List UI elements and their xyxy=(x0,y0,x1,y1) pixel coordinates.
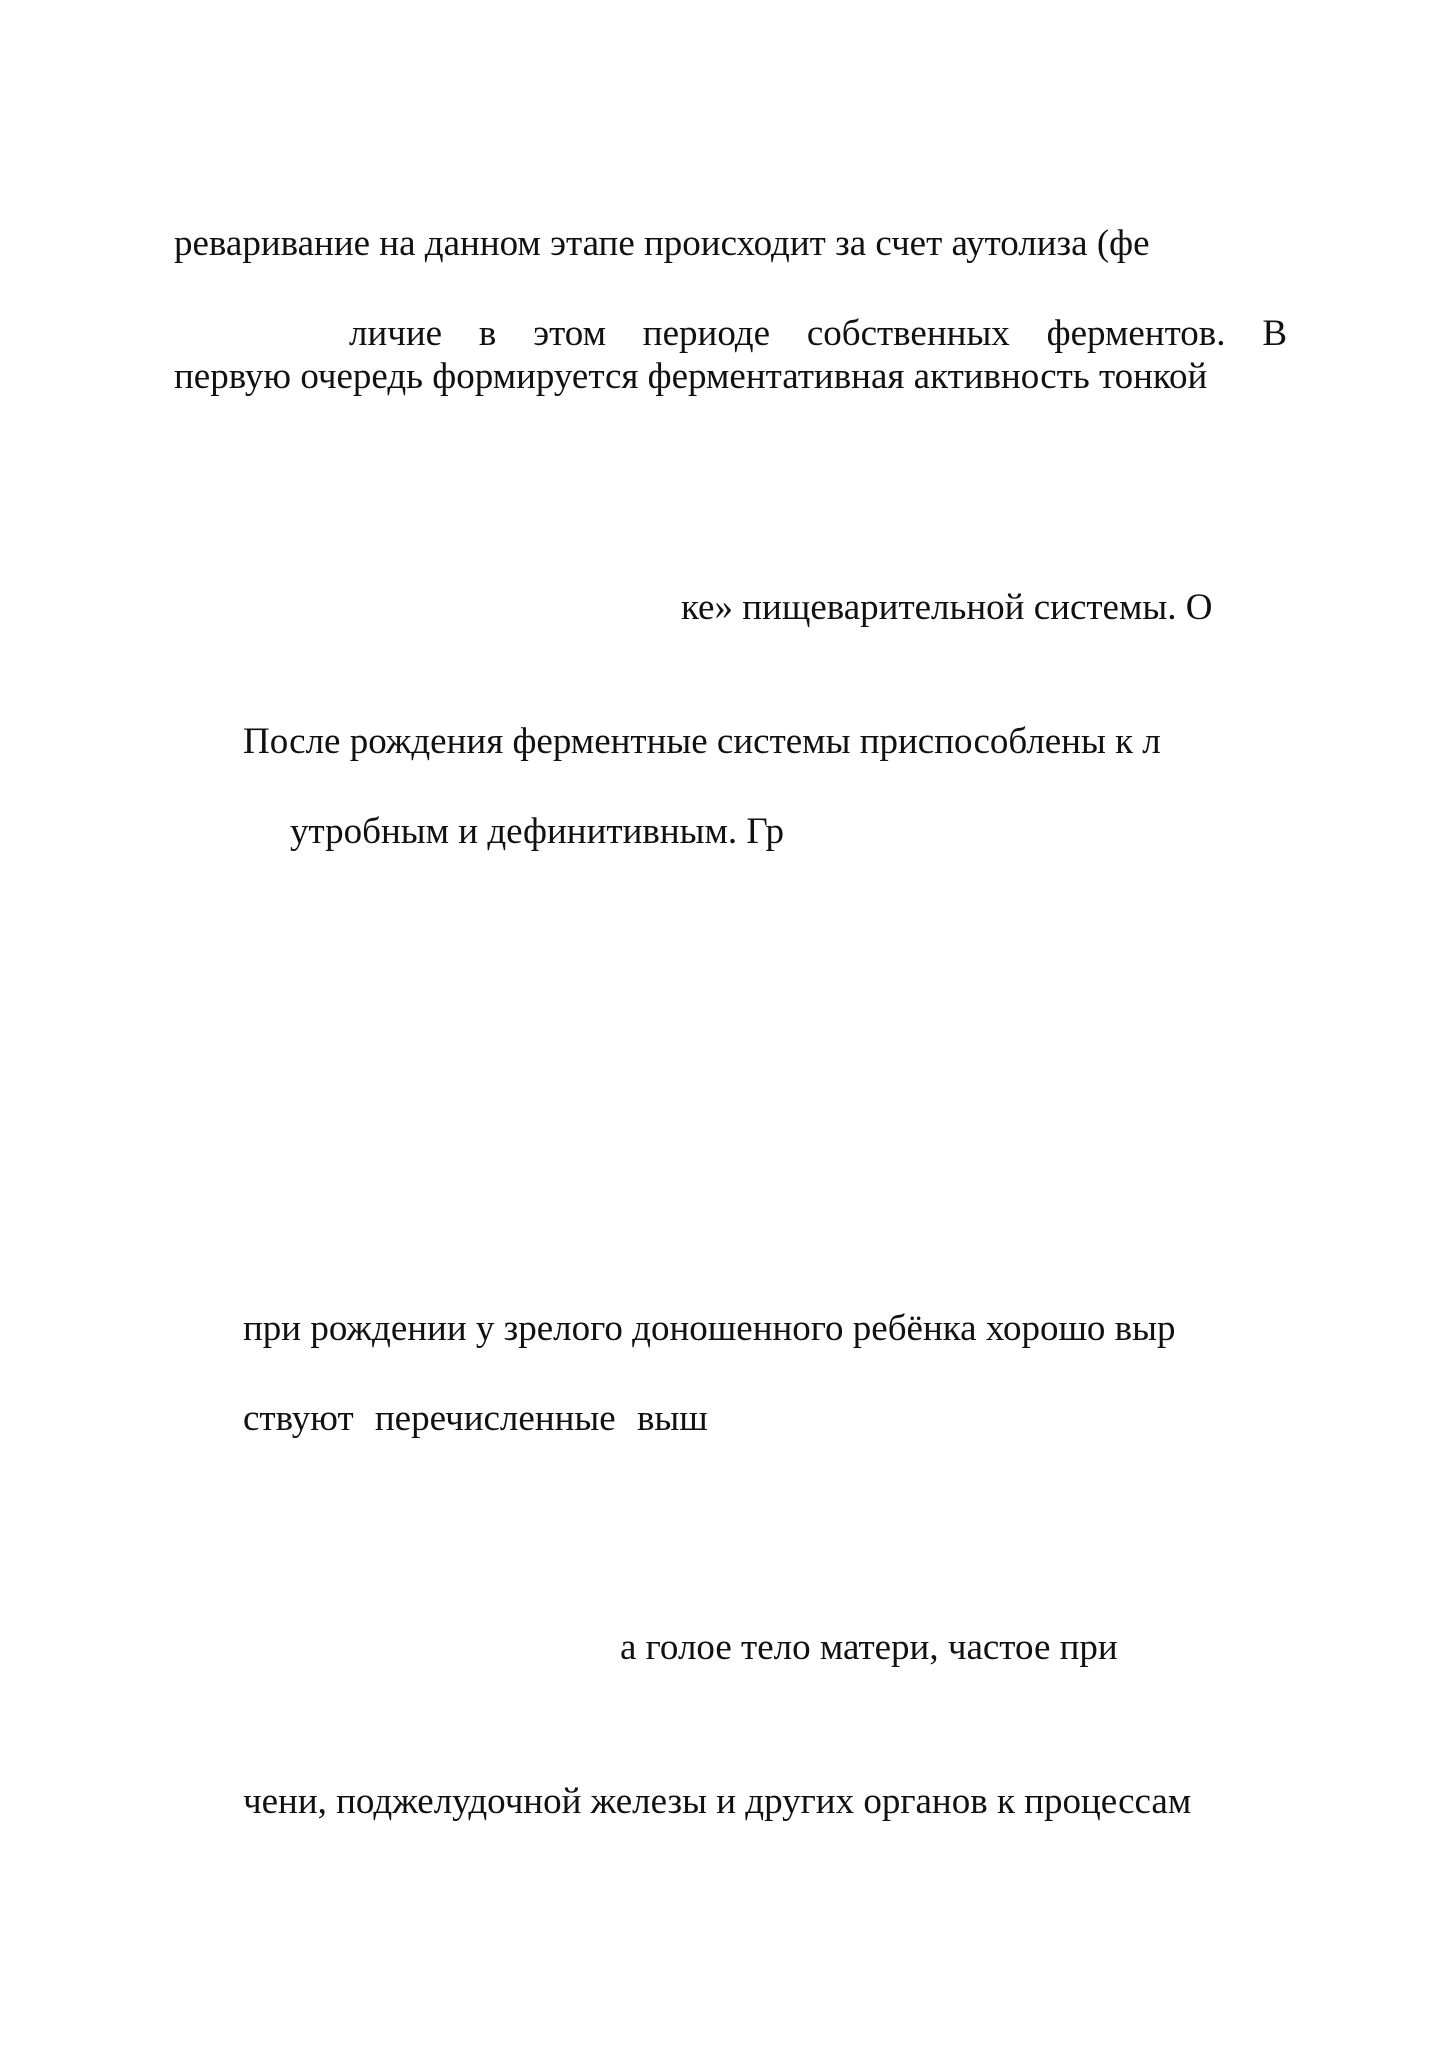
text-line-6: утробным и дефинитивным. Гр xyxy=(290,811,784,852)
text-line-1: реваривание на данном этапе происходит за счет аутолиза (фе xyxy=(174,223,1150,264)
text-line-7: при рождении у зрелого доношенного ребёнка хорошо выр xyxy=(243,1308,1176,1349)
text-line-10: чени, поджелудочной железы и других органов к процессам xyxy=(243,1781,1192,1822)
text-line-2: личие в этом периоде собственных ферментов. В xyxy=(349,313,1287,354)
text-line-5: После рождения ферментные системы приспособлены к л xyxy=(243,721,1161,762)
text-line-9: а голое тело матери, частое при xyxy=(620,1627,1118,1668)
text-line-8: ствуют перечисленные выш xyxy=(243,1398,708,1439)
text-line-4: ке» пищеварительной системы. О xyxy=(681,587,1213,628)
text-line-3: первую очередь формируется ферментативная активность тонкой xyxy=(174,356,1208,397)
